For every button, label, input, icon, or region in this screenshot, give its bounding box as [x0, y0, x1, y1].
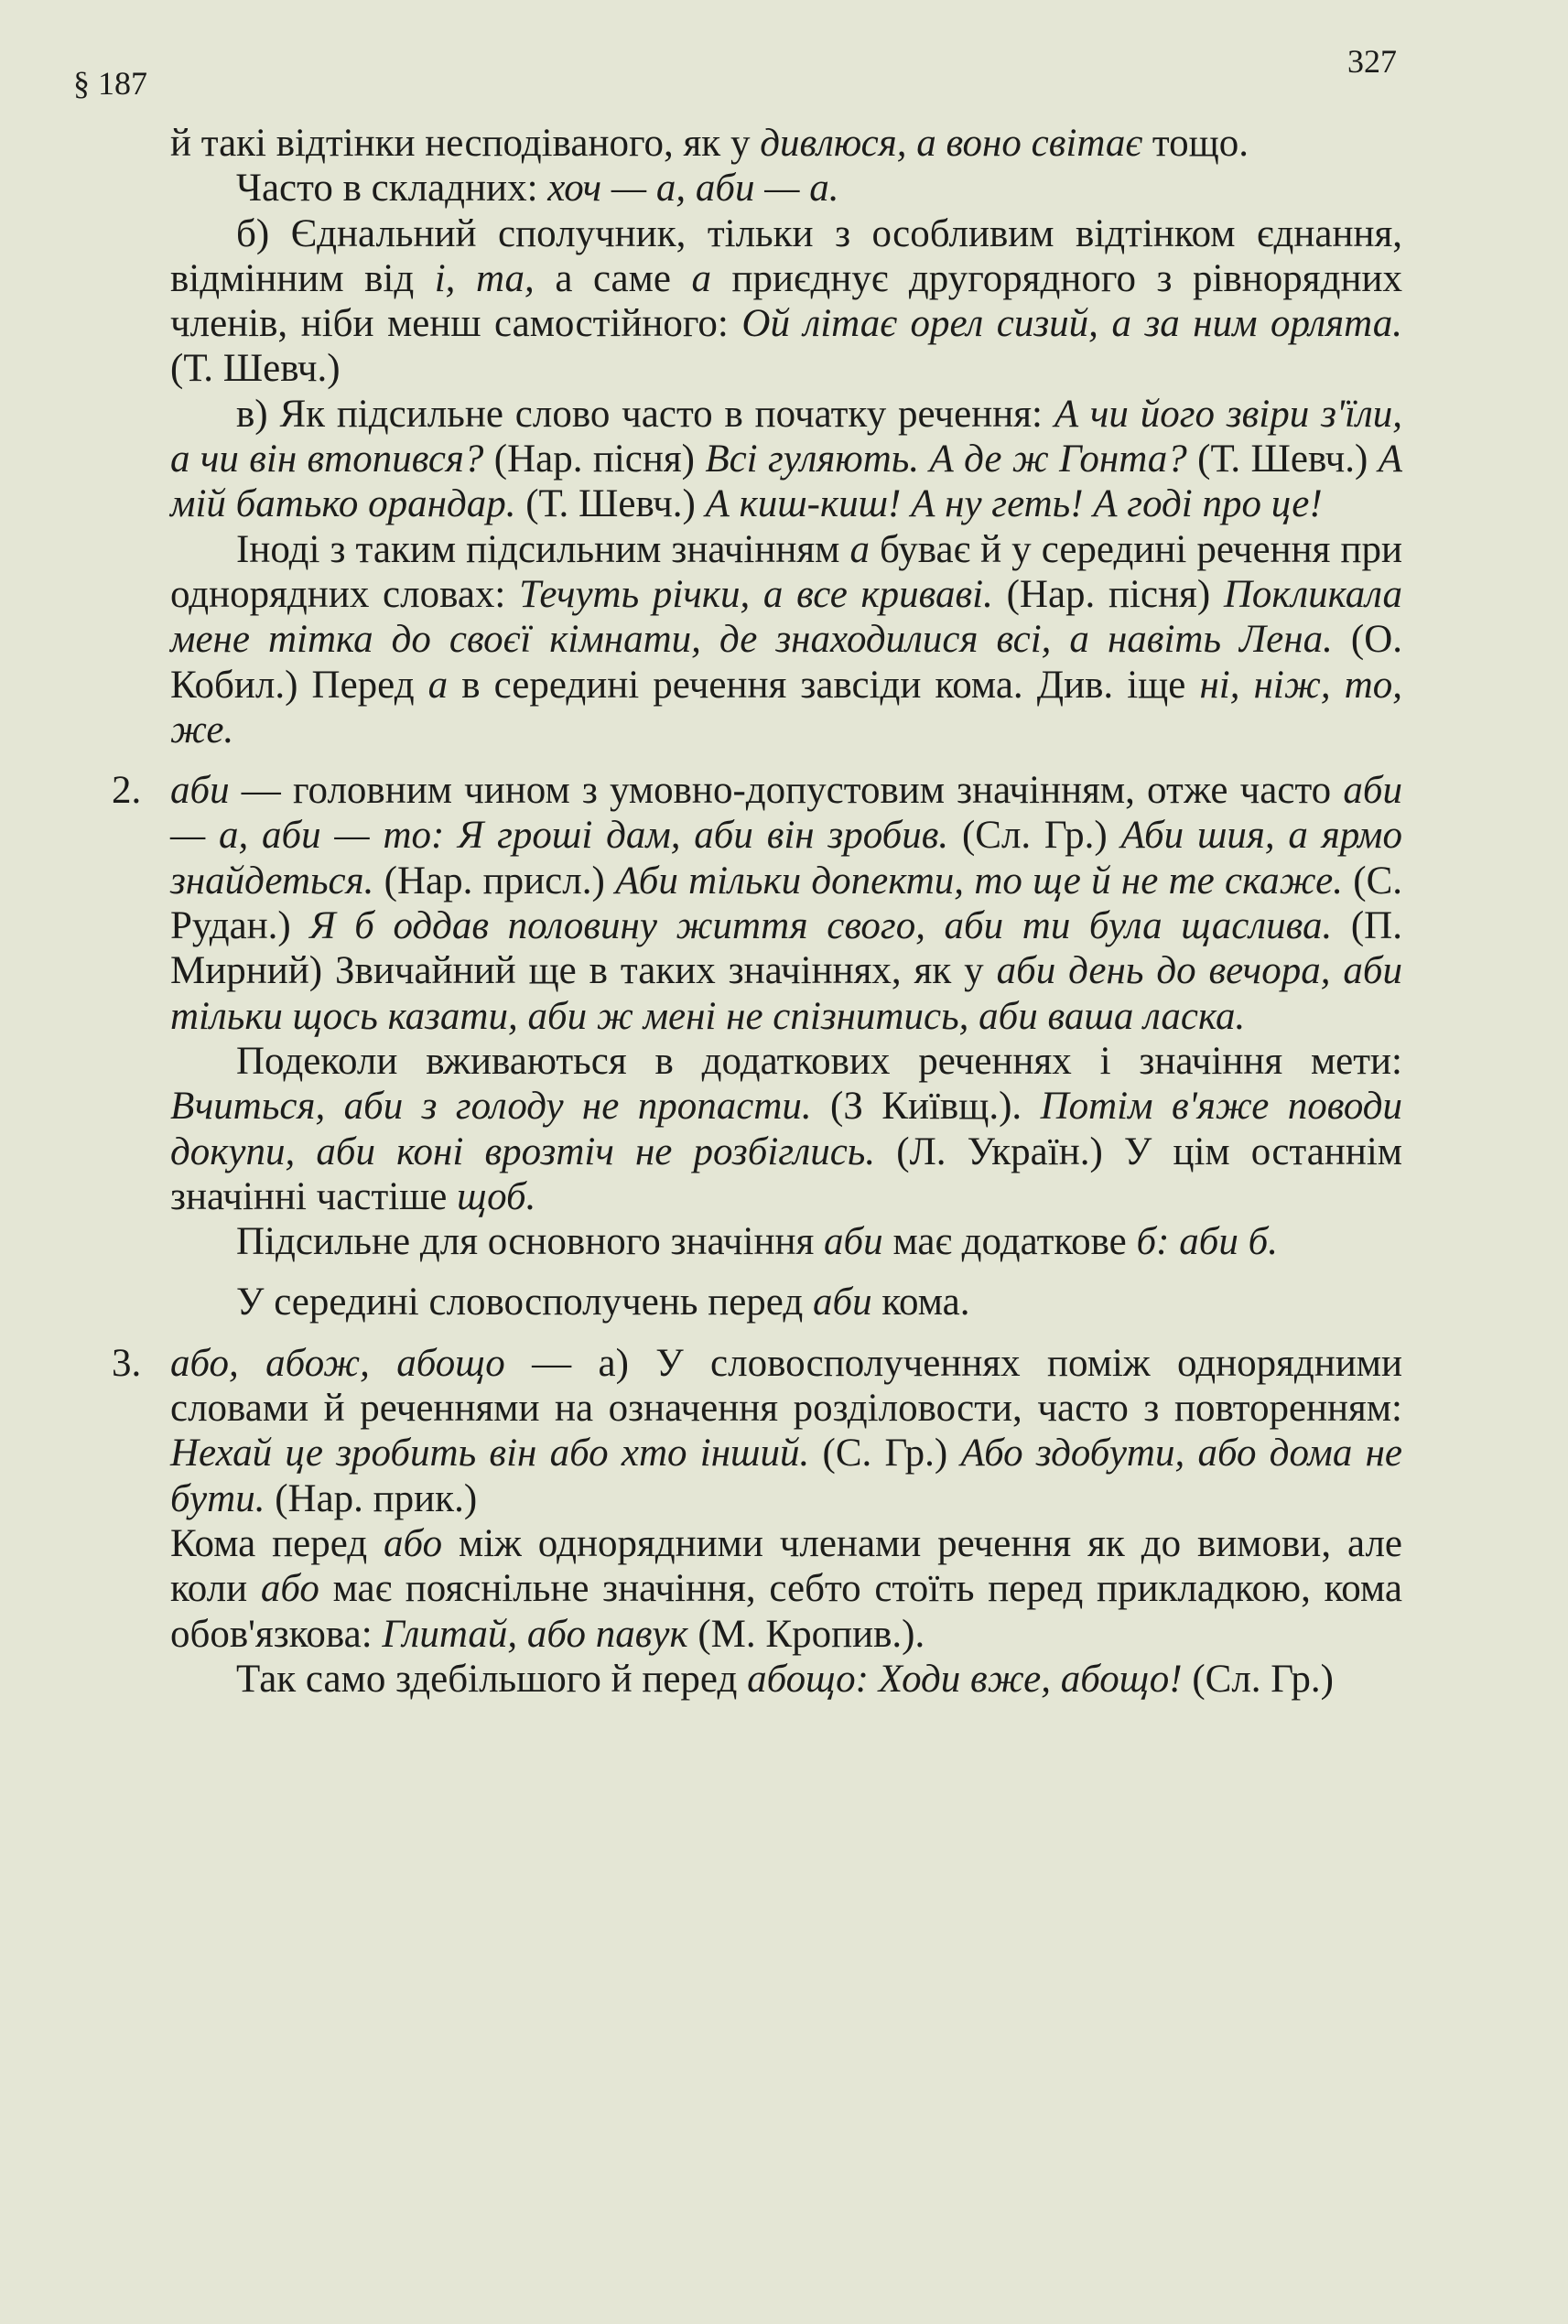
text-run: (Сл. Гр.) [948, 814, 1121, 858]
page-number: 327 [1347, 43, 1397, 80]
example-text: аби день до вечора, аби тільки щось казати, аби ж мені не спізнитись, аби ваша ласка. [170, 949, 1402, 1038]
example-text: і, та, [434, 256, 535, 300]
example-text: дивлюся, а воно світає [760, 122, 1143, 165]
text-run: (Нар. пісня) [483, 438, 706, 481]
example-text: А чи його звіри з'їли, а чи він втопився? [170, 392, 1402, 481]
text-run: Подеколи вживаються в додаткових реченнях і значіння мети: [236, 1039, 1402, 1083]
paragraph [170, 1657, 1402, 1702]
example-text: Я б оддав половину життя свого, аби ти була щаслива. [309, 904, 1333, 948]
paragraph [170, 1280, 1402, 1324]
example-text: або [384, 1521, 443, 1565]
example-text: б: аби б. [1136, 1220, 1278, 1264]
text-run: (Нар. присл.) [373, 859, 616, 903]
text-run: має пояснільне значіння, себто стоїть перед прикладкою, кома обов'язкова: [170, 1567, 1402, 1656]
example-text: аби [812, 1281, 872, 1324]
text-run: має додаткове [882, 1220, 1137, 1264]
text-run: Підсильне для основного значіння [236, 1220, 825, 1264]
example-text: аби [170, 769, 230, 813]
paragraph [170, 166, 1402, 211]
example-text: або [260, 1567, 319, 1611]
text-run: (Л. Україн.) У цім останнім значінні частіше [170, 1130, 1402, 1218]
example-text: А мій батько орандар. [170, 438, 1402, 526]
example-text: абощо: Ходи вже, абощо! [747, 1657, 1183, 1701]
text-run: (О. Кобил.) Перед [170, 618, 1402, 707]
text-run: (Т. Шевч.) [1186, 438, 1379, 481]
text-run: в середині речення завсіди кома. Див. іще [448, 663, 1200, 707]
text-run: буває й у середині речення при однорядних словах: [170, 527, 1402, 616]
example-text: Покликала мене тітка до своєї кімнати, де знаходилися всі, а навіть Лена. [170, 572, 1402, 662]
numbered-paragraph [112, 768, 1402, 1039]
text-run: (Т. Шевч.) [515, 482, 706, 526]
example-text: або, абож, абощо [170, 1341, 505, 1385]
example-text: Вчиться, аби з голоду не пропасти. [170, 1085, 812, 1129]
text-run: кома. [871, 1281, 970, 1324]
example-text: Глитай, або павук [382, 1612, 688, 1656]
example-text: Аби тільки допекти, то ще й не те скаже. [615, 859, 1343, 903]
item-number: 3. [112, 1341, 142, 1385]
text-run: б) Єднальний сполучник, тільки з особливим відтінком єднання, відмінним від [170, 211, 1402, 300]
text-run: (М. Кропив.). [687, 1612, 925, 1656]
text-run: Кома перед [170, 1521, 384, 1565]
paragraph [170, 527, 1402, 752]
numbered-paragraph [112, 1341, 1402, 1521]
paragraph [170, 392, 1402, 527]
text-run: тощо. [1142, 122, 1249, 165]
text-run: (П. Мирний) Звичайний ще в таких значіннях, як у [170, 904, 1402, 993]
example-text: Аби шия, а ярмо знайдеться. [170, 814, 1402, 903]
example-text: а [691, 256, 711, 300]
text-run: між однорядними членами речення як до вимови, але коли [170, 1521, 1402, 1611]
paragraph [170, 1219, 1402, 1264]
example-text: а [849, 527, 870, 571]
text-run: У середині словосполучень перед [236, 1281, 813, 1324]
example-text: Всі гуляють. А де ж Гонта? [705, 438, 1187, 481]
text-run: приєднує другорядного з рівнорядних членів, ніби менш самостійного: [170, 256, 1402, 346]
text-run: Часто в складних: [236, 167, 548, 211]
paragraph [170, 1521, 1402, 1657]
example-text: Ой літає орел сизий, а за ним орлята. [741, 302, 1402, 346]
text-run: (С. Рудан.) [170, 859, 1402, 948]
example-text: Нехай це зробить він або хто інший. [170, 1432, 810, 1475]
paragraph [170, 1039, 1402, 1219]
section-marker: § 187 [73, 65, 147, 102]
body-text [112, 121, 1403, 1702]
text-run: (С. Гр.) [809, 1432, 961, 1475]
example-text: аби — а, аби — то: Я гроші дам, аби він зробив. [170, 769, 1402, 858]
example-text: Течуть річки, а все криваві. [519, 572, 993, 616]
example-text: щоб. [457, 1174, 536, 1218]
text-run: в) Як підсильне слово часто в початку речення: [236, 392, 1054, 436]
item-number: 2. [112, 769, 142, 813]
text-run: (Нар. пісня) [992, 572, 1224, 616]
example-text: ні, ніж, то, же. [170, 663, 1402, 751]
paragraph [170, 211, 1402, 392]
text-run: а саме [534, 256, 692, 300]
text-run: (Нар. прик.) [265, 1476, 478, 1520]
text-run: (З Київщ.). [811, 1085, 1041, 1129]
example-text: хоч — а, аби — а. [547, 167, 839, 211]
example-text: Потім в'яже поводи докупи, аби коні врозтіч не розбіглись. [170, 1085, 1403, 1173]
text-run: (Сл. Гр.) [1182, 1657, 1335, 1701]
example-text: а [427, 663, 449, 707]
text-run: — головним чином з умовно-допустовим значінням, отже часто [229, 769, 1344, 813]
example-text: Або здобути, або дома не бути. [170, 1432, 1402, 1520]
text-run: Іноді з таким підсильним значінням [236, 527, 850, 571]
example-text: А киш-киш! А ну геть! А годі про це! [705, 482, 1323, 526]
text-run: Так само здебільшого й перед [236, 1657, 748, 1701]
text-run: (Т. Шевч.) [170, 347, 341, 391]
paragraph [170, 121, 1402, 166]
example-text: аби [824, 1220, 883, 1264]
text-run: — а) У словосполученнях поміж однорядними словами й реченнями на означення розділовости, часто з повторенням: [170, 1341, 1402, 1431]
text-run: й такі відтінки несподіваного, як у [170, 122, 761, 165]
